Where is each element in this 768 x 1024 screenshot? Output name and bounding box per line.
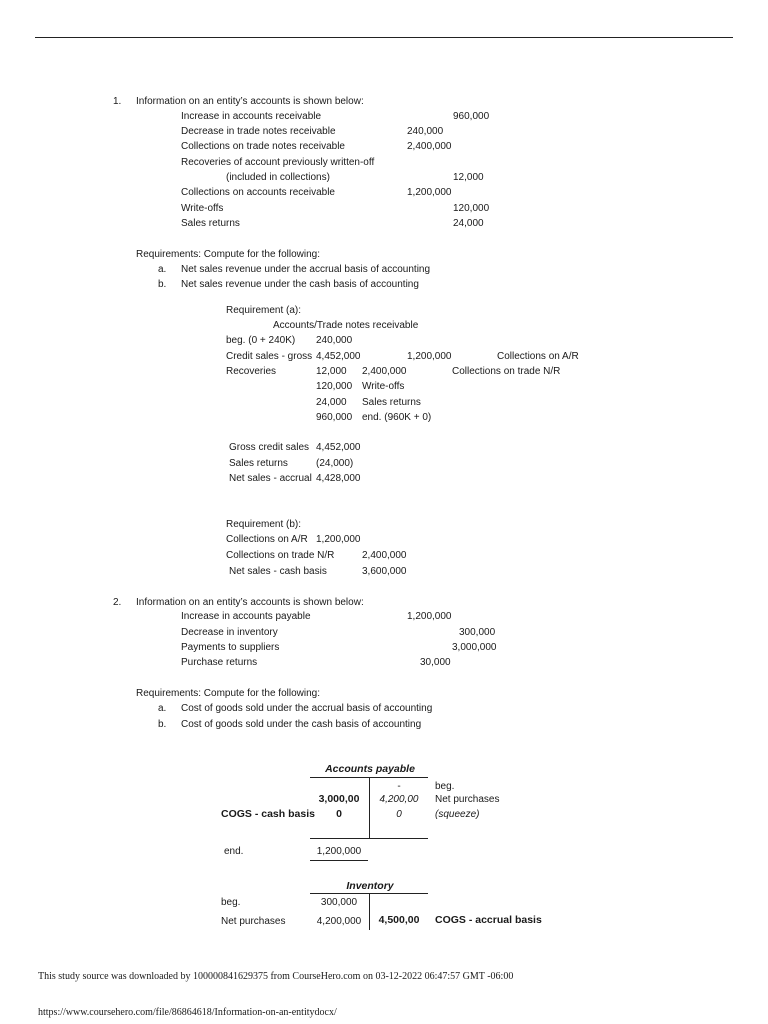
q1-item-label: Collections on trade notes receivable (181, 141, 345, 152)
sol-b-coll-ar-label: Collections on A/R (226, 534, 308, 545)
inv-net-purchases-value: 4,200,000 (316, 916, 362, 927)
q1-item-value: 24,000 (453, 218, 484, 229)
ap-cogs-cash-value: 3,000,00 (318, 793, 360, 805)
sol-a-summary-value: (24,000) (316, 458, 354, 469)
q1-req-text: Net sales revenue under the accrual basis of accounting (181, 264, 431, 275)
sol-b-net-label: Net sales - cash basis (229, 566, 327, 577)
q1-number: 1. (113, 96, 122, 107)
q1-item-value: 2,400,000 (407, 141, 452, 152)
ap-end-value: 1,200,000 (316, 846, 362, 857)
q1-requirements-heading: Requirements: Compute for the following: (136, 249, 320, 260)
q1-req-letter: a. (158, 264, 167, 275)
ap-cogs-cash-value-cont: 0 (336, 808, 342, 820)
q1-intro: Information on an entity’s accounts is shown below: (136, 96, 364, 107)
sol-a-summary-label: Net sales - accrual (229, 473, 312, 484)
ap-squeeze-label: (squeeze) (435, 809, 480, 820)
sol-b-coll-nr-value: 2,400,000 (362, 550, 407, 561)
inv-beg-label: beg. (221, 897, 241, 908)
sol-a-account-title: Accounts/Trade notes receivable (273, 320, 419, 331)
q2-intro: Information on an entity’s accounts is shown below: (136, 597, 364, 608)
sol-a-end-value: 960,000 (316, 412, 353, 423)
q2-req-letter: b. (158, 719, 167, 730)
q2-item-label: Payments to suppliers (181, 642, 280, 653)
ap-cogs-cash-label: COGS - cash basis (221, 808, 315, 820)
inv-cogs-label: COGS - accrual basis (435, 914, 542, 926)
sol-b-net-value: 3,600,000 (362, 566, 407, 577)
q1-item-label: Collections on accounts receivable (181, 187, 335, 198)
q2-item-label: Decrease in inventory (181, 627, 278, 638)
ap-title: Accounts payable (325, 763, 415, 775)
q1-item-label: Increase in accounts receivable (181, 111, 322, 122)
q2-number: 2. (113, 597, 122, 608)
q1-req-letter: b. (158, 279, 167, 290)
download-notice: This study source was downloaded by 100000841629375 from CourseHero.com on 03-12-2022 06:47:57 GMT -06:00 (38, 971, 514, 982)
ap-net-purchases-value-cont: 0 (396, 809, 402, 820)
sol-a-summary-value: 4,428,000 (316, 473, 361, 484)
ap-end-label: end. (224, 846, 244, 857)
q1-req-text: Net sales revenue under the cash basis of accounting (181, 279, 419, 290)
sol-a-end-label: end. (960K + 0) (362, 412, 432, 423)
sol-b-coll-ar-value: 1,200,000 (316, 534, 361, 545)
q2-item-value: 1,200,000 (407, 611, 452, 622)
q1-item-label: Recoveries of account previously written-off (181, 157, 375, 168)
sol-a-beg-value: 240,000 (316, 335, 353, 346)
q1-item-value: 120,000 (453, 203, 490, 214)
q1-item-label: Decrease in trade notes receivable (181, 126, 336, 137)
sol-a-coll-nr-label: Collections on trade N/R (452, 366, 561, 377)
q2-req-letter: a. (158, 703, 167, 714)
q2-item-value: 3,000,000 (452, 642, 497, 653)
sol-a-coll-ar-label: Collections on A/R (497, 351, 579, 362)
sol-a-wo-value: 120,000 (316, 381, 353, 392)
sol-a-beg-label: beg. (0 + 240K) (226, 335, 296, 346)
q1-item-label: Write-offs (181, 203, 224, 214)
sol-a-credit-label: Credit sales - gross (226, 351, 313, 362)
inv-cogs-value: 4,500,00 (378, 914, 420, 926)
sol-a-recov-label: Recoveries (226, 366, 277, 377)
q1-item-value: 12,000 (453, 172, 484, 183)
q1-item-value: 240,000 (407, 126, 444, 137)
ap-beg-dash: - (397, 781, 401, 792)
ap-net-purchases-label: Net purchases (435, 794, 500, 805)
ap-beg-label: beg. (435, 781, 455, 792)
sol-a-coll-nr-value: 2,400,000 (362, 366, 407, 377)
sol-a-summary-value: 4,452,000 (316, 442, 361, 453)
ap-end-rule (310, 860, 368, 861)
sol-a-recov-value: 12,000 (316, 366, 347, 377)
sol-a-heading: Requirement (a): (226, 305, 302, 316)
q2-item-value: 30,000 (420, 657, 451, 668)
header-rule (35, 37, 733, 38)
q2-req-text: Cost of goods sold under the accrual basis of accounting (181, 703, 433, 714)
inv-beg-value: 300,000 (320, 897, 358, 908)
sol-a-summary-label: Sales returns (229, 458, 288, 469)
source-url[interactable]: https://www.coursehero.com/file/86864618/Information-on-an-entitydocx/ (38, 1007, 337, 1018)
q1-item-label: (included in collections) (226, 172, 330, 183)
q2-item-label: Increase in accounts payable (181, 611, 311, 622)
sol-a-summary-label: Gross credit sales (229, 442, 310, 453)
q2-req-text: Cost of goods sold under the cash basis of accounting (181, 719, 422, 730)
inv-title: Inventory (346, 880, 394, 892)
sol-b-heading: Requirement (b): (226, 519, 302, 530)
q2-item-value: 300,000 (459, 627, 496, 638)
ap-total-rule (310, 838, 428, 839)
inv-net-purchases-label: Net purchases (221, 916, 286, 927)
sol-b-coll-nr-label: Collections on trade N/R (226, 550, 335, 561)
q1-item-value: 1,200,000 (407, 187, 452, 198)
q1-item-label: Sales returns (181, 218, 240, 229)
sol-a-credit-value: 4,452,000 (316, 351, 361, 362)
ap-net-purchases-value: 4,200,00 (379, 794, 419, 805)
q1-item-value: 960,000 (453, 111, 490, 122)
sol-a-coll-ar-value: 1,200,000 (407, 351, 452, 362)
q2-item-label: Purchase returns (181, 657, 258, 668)
sol-a-sr-label: Sales returns (362, 397, 421, 408)
sol-a-wo-label: Write-offs (362, 381, 405, 392)
sol-a-sr-value: 24,000 (316, 397, 347, 408)
q2-requirements-heading: Requirements: Compute for the following: (136, 688, 320, 699)
